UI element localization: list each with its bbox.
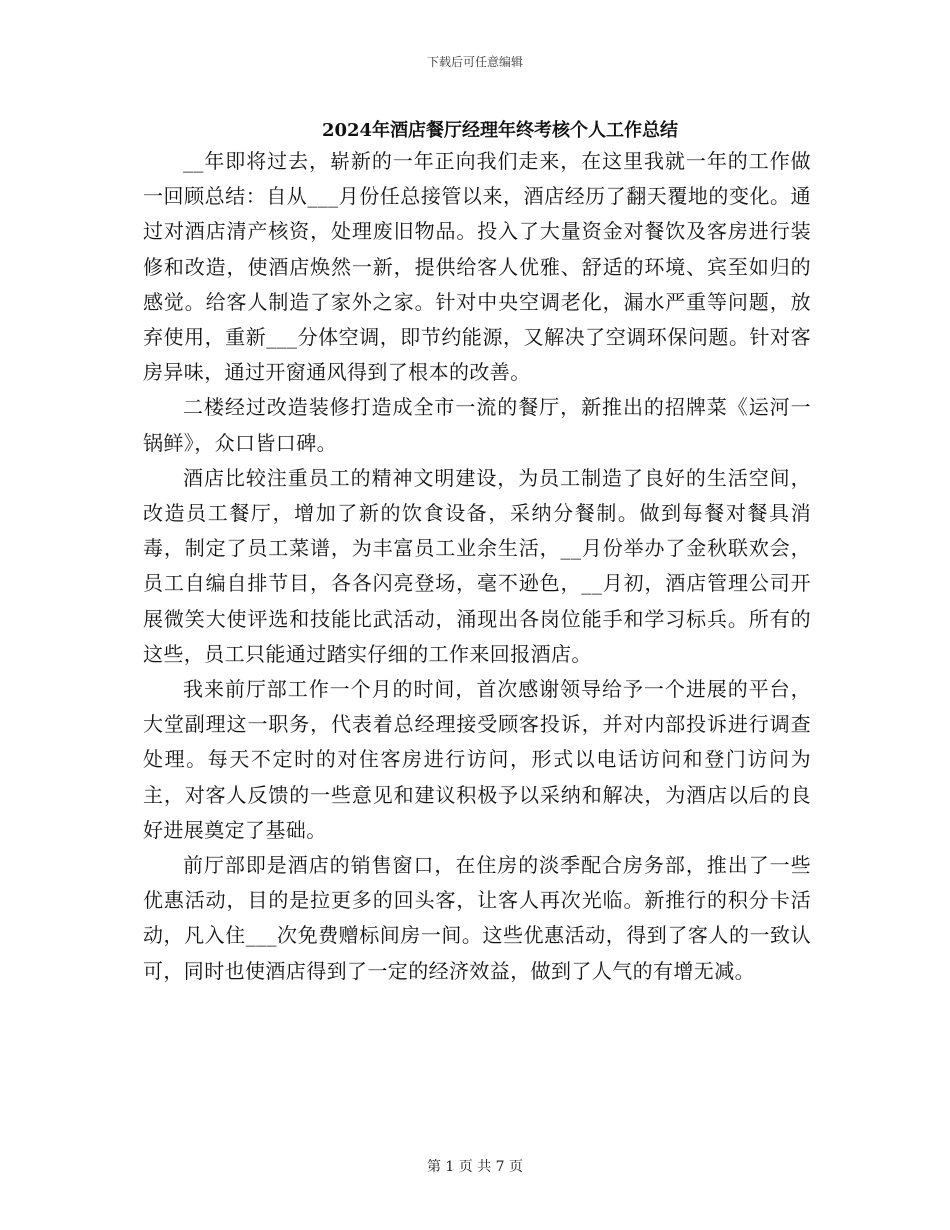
page-header-note: 下载后可任意编辑	[426, 55, 523, 69]
document-body	[143, 144, 811, 989]
paragraph-2: 二楼经过改造装修打造成全市一流的餐厅，新推出的招牌菜《运河一锅鲜》，众口皆口碑。	[143, 395, 811, 455]
paragraph-4: 我来前厅部工作一个月的时间，首次感谢领导给予一个进展的平台，大堂副理这一职务，代表着总经理接受顾客投诉，并对内部投诉进行调查处理。每天不定时的对住客房进行访问，形式以电话访问和登门访问为主，对客人反馈的一些意见和建议积极予以采纳和解决，为酒店以后的良好进展奠定了基础。	[143, 677, 811, 842]
document-title: 2024年酒店餐厅经理年终考核个人工作总结	[321, 120, 679, 141]
paragraph-5: 前厅部即是酒店的销售窗口，在住房的淡季配合房务部，推出了一些优惠活动，目的是拉更多的回头客，让客人再次光临。新推行的积分卡活动，凡入住___次免费赠标间房一间。这些优惠活动，得到了客人的一致认可，同时也使酒店得到了一定的经济效益，做到了人气的有增无减。	[143, 853, 811, 983]
paragraph-1: __年即将过去，崭新的一年正向我们走来，在这里我就一年的工作做一回顾总结：自从___月份任总接管以来，酒店经历了翻天覆地的变化。通过对酒店清产核资，处理废旧物品。投入了大量资金对餐饮及客房进行装修和改造，使酒店焕然一新，提供给客人优雅、舒适的环境、宾至如归的感觉。给客人制造了家外之家。针对中央空调老化，漏水严重等问题，放弃使用，重新___分体空调，即节约能源，又解决了空调环保问题。针对客房异味，通过开窗通风得到了根本的改善。	[143, 149, 811, 385]
page-number: 第 1 页 共 7 页	[426, 1159, 524, 1175]
paragraph-3: 酒店比较注重员工的精神文明建设，为员工制造了良好的生活空间，改造员工餐厅，增加了新的饮食设备，采纳分餐制。做到每餐对餐具消毒，制定了员工菜谱，为丰富员工业余生活，__月份举办了金秋联欢会，员工自编自排节目，各各闪亮登场，毫不逊色，__月初，酒店管理公司开展微笑大使评选和技能比武活动，涌现出各岗位能手和学习标兵。所有的这些，员工只能通过踏实仔细的工作来回报酒店。	[143, 465, 811, 666]
